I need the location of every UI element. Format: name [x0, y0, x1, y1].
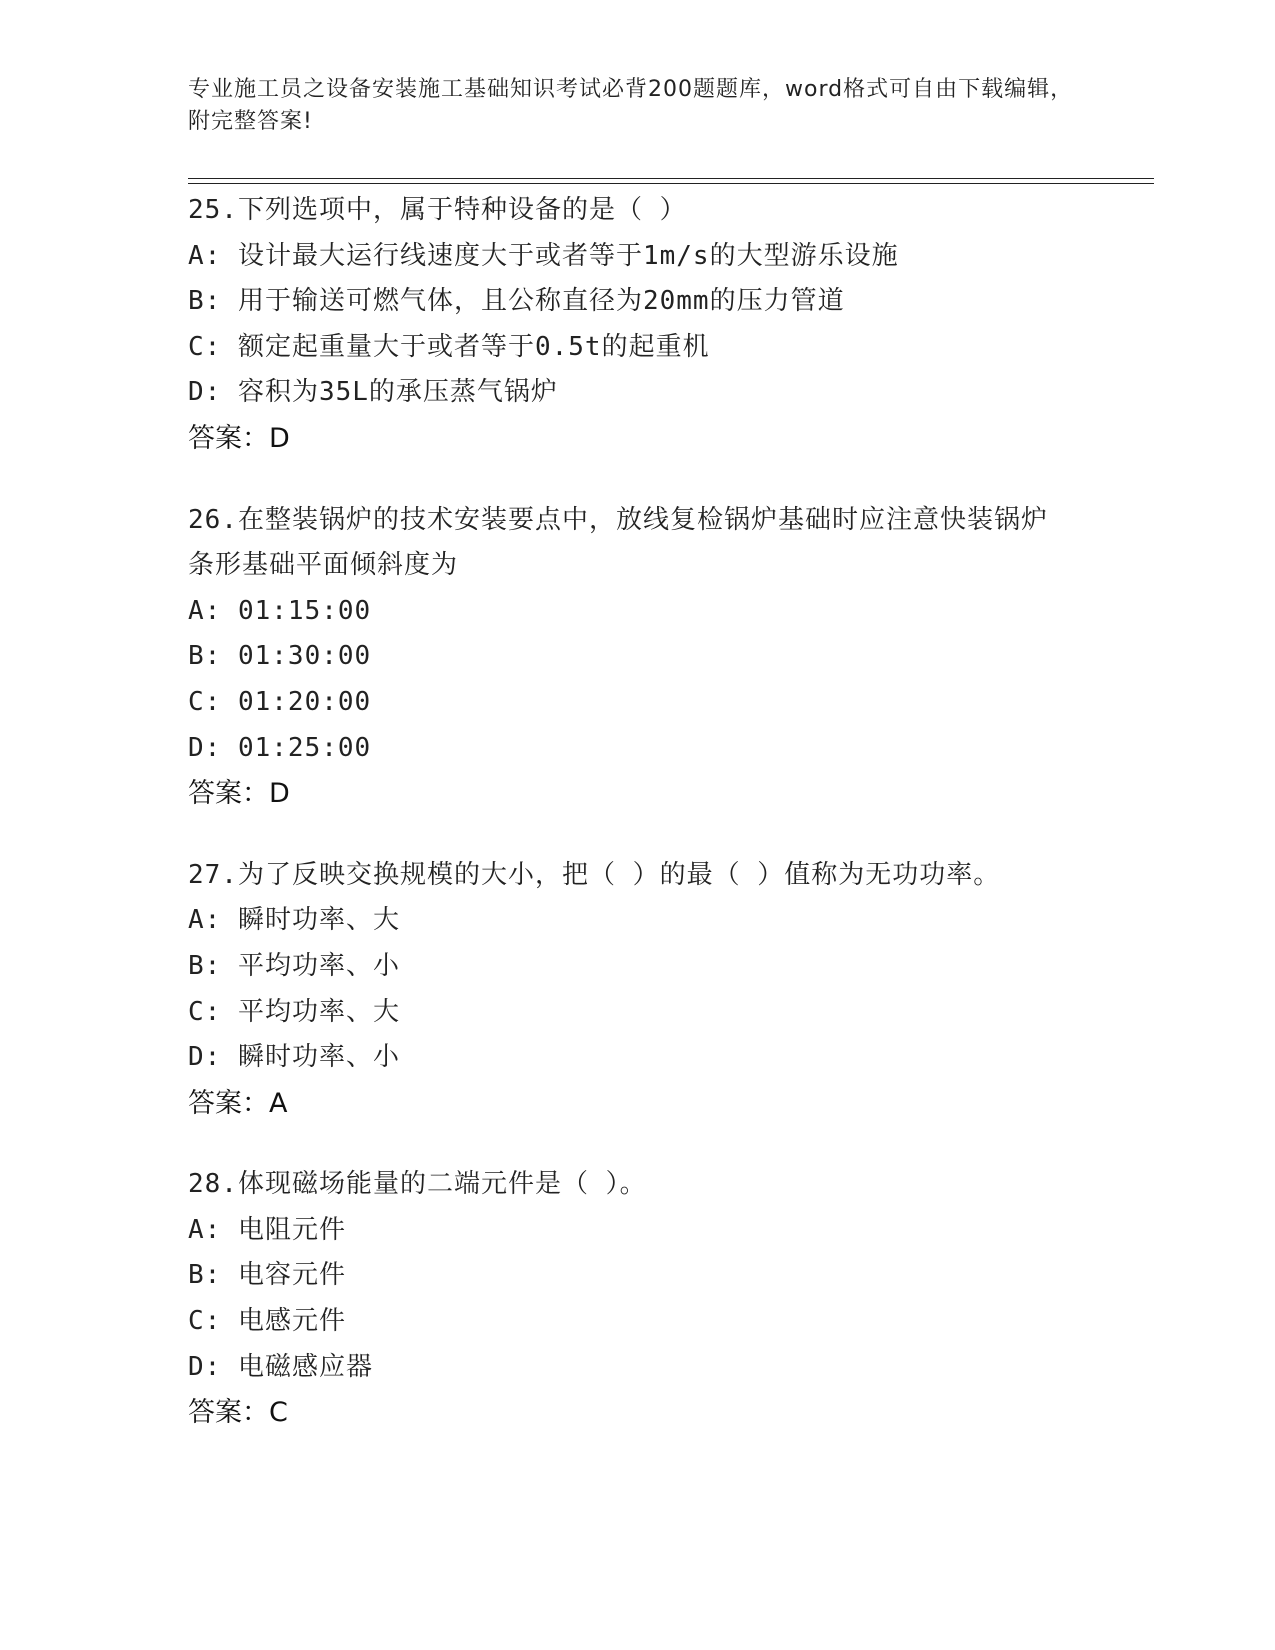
question-28 — [188, 1162, 1088, 1436]
option-b: B: 01:30:00 — [188, 641, 372, 672]
question-stem: 25.下列选项中，属于特种设备的是（ ） — [188, 195, 687, 225]
option-a: A: 瞬时功率、大 — [188, 905, 400, 936]
question-stem: 27.为了反映交换规模的大小，把（ ）的最（ ）值称为无功功率。 — [188, 859, 1001, 890]
option-c: C: 平均功率、大 — [188, 996, 400, 1027]
option-c: C: 额定起重量大于或者等于0.5t的起重机 — [188, 331, 710, 362]
answer-line: 答案：D — [188, 422, 290, 454]
header-divider-top — [188, 178, 1154, 179]
question-list — [188, 188, 1088, 1472]
option-d: D: 电磁感应器 — [188, 1351, 373, 1382]
answer-line: 答案：A — [188, 1087, 288, 1119]
option-b: B: 平均功率、小 — [188, 950, 400, 981]
question-stem: 26.在整装锅炉的技术安装要点中，放线复检锅炉基础时应注意快装锅炉条形基础平面倾斜度为 — [188, 504, 1048, 581]
answer-line: 答案：D — [188, 778, 290, 810]
header-divider-bottom — [188, 183, 1154, 184]
option-b: B: 用于输送可燃气体，且公称直径为20mm的压力管道 — [188, 286, 845, 317]
question-25 — [188, 188, 1088, 462]
option-a: A: 01:15:00 — [188, 595, 372, 626]
option-a: A: 设计最大运行线速度大于或者等于1m/s的大型游乐设施 — [188, 240, 899, 271]
option-c: C: 电感元件 — [188, 1306, 346, 1337]
header-title: 专业施工员之设备安装施工基础知识考试必背200题题库，word格式可自由下载编辑，附完整答案! — [188, 77, 1074, 134]
document-header — [188, 74, 1088, 138]
option-d: D: 瞬时功率、小 — [188, 1042, 400, 1073]
option-d: D: 01:25:00 — [188, 732, 372, 763]
option-a: A: 电阻元件 — [188, 1214, 346, 1245]
question-26 — [188, 498, 1088, 817]
option-d: D: 容积为35L的承压蒸气锅炉 — [188, 377, 558, 408]
question-27 — [188, 853, 1088, 1127]
answer-line: 答案：C — [188, 1397, 288, 1429]
question-stem: 28.体现磁场能量的二端元件是（ ）。 — [188, 1169, 647, 1200]
option-c: C: 01:20:00 — [188, 686, 372, 717]
option-b: B: 电容元件 — [188, 1260, 346, 1291]
